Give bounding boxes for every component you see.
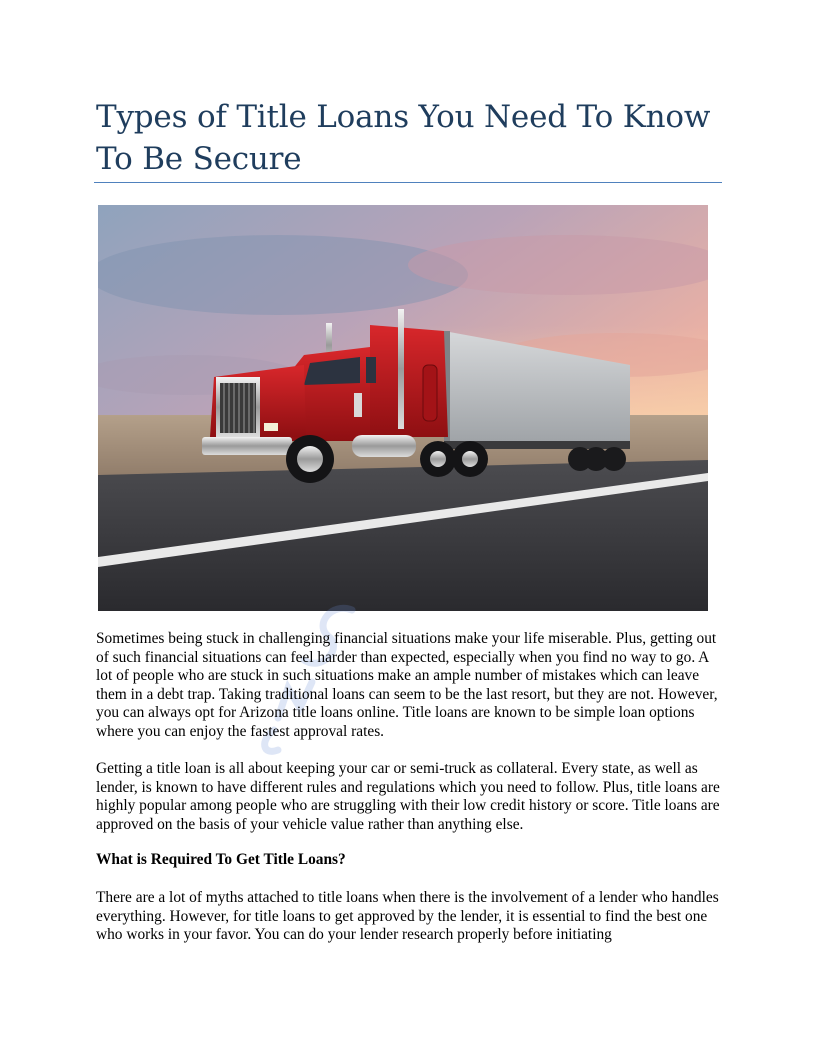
article-paragraph-1: Sometimes being stuck in challenging financial situations make your life miserable. Plus, getting out of such financial situations can feel harder than expected, especially when you find no way to go. A lot of people who are stuck in such situations make an ample number of mistakes which can leave them in a debt trap. Taking traditional loans can seem to be the last resort, but they are not. However, you can always opt for Arizona title loans online. Title loans are known to be simple loan options where you can enjoy the fastest approval rates.	[96, 630, 718, 740]
page-title: Types of Title Loans You Need To Know To Be Secure	[96, 99, 711, 177]
article-paragraph-3: There are a lot of myths attached to title loans when there is the involvement of a lender who handles everything. However, for title loans to get approved by the lender, it is essential to find the best one who works in your favor. You can do your lender research properly before initiating	[96, 889, 719, 943]
title-underline	[94, 182, 722, 183]
hero-image	[98, 205, 708, 611]
article-paragraph-2: Getting a title loan is all about keeping your car or semi-truck as collateral. Every state, as well as lender, is known to have different rules and regulations which you need to follow. Plus, title loans are highly popular among people who are struggling with their low credit history or score. Title loans are approved on the basis of your vehicle value rather than anything else.	[96, 760, 720, 833]
section-heading: What is Required To Get Title Loans?	[96, 851, 346, 868]
